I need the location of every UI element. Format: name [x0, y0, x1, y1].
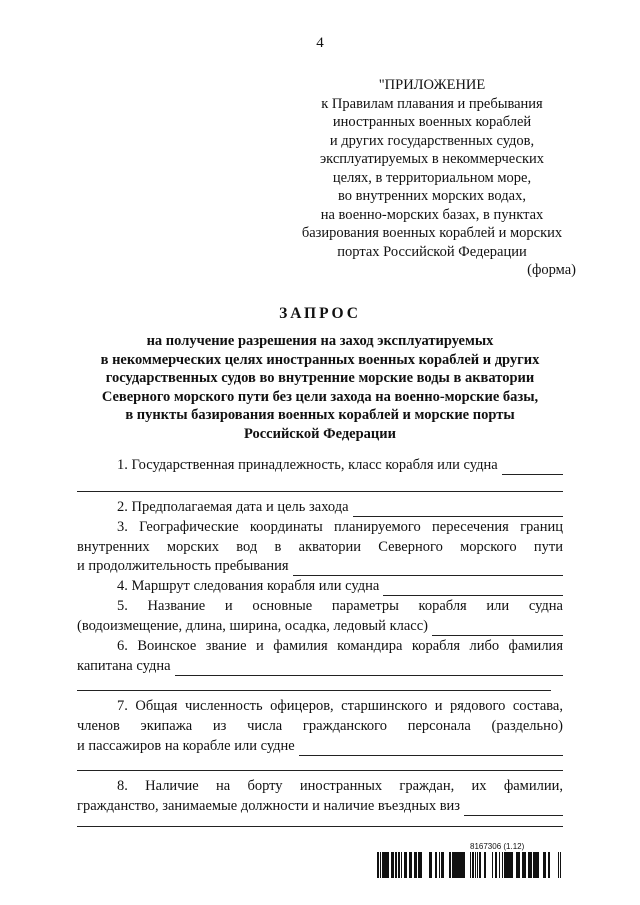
- appendix-line: эксплуатируемых в некоммерческих: [319, 151, 545, 167]
- barcode-bar: [509, 852, 510, 878]
- barcode-bar: [525, 852, 526, 878]
- barcode-bar: [410, 852, 411, 878]
- item-3-text-3: и продолжительность пребывания: [77, 558, 289, 574]
- barcode-bar: [492, 852, 493, 878]
- barcode-bar: [461, 852, 463, 878]
- item-5-line-2: [77, 616, 563, 636]
- barcode-bar: [545, 852, 546, 878]
- item-7-line-3: [77, 736, 563, 756]
- item-1-text: 1. Государственная принадлежность, класс корабля или судна: [117, 457, 498, 473]
- item-4-blank[interactable]: [383, 580, 563, 596]
- barcode-bar: [385, 852, 387, 878]
- barcode-bar: [508, 852, 509, 878]
- barcode-bar: [443, 852, 444, 878]
- appendix-line: на военно-морских базах, в пунктах: [320, 206, 544, 223]
- subtitle-line: государственных судов во внутренние морские воды в акватории: [105, 370, 535, 386]
- appendix-block: [262, 76, 602, 261]
- item-8-line-1: [77, 776, 563, 796]
- document-subtitle: [0, 332, 640, 443]
- barcode-bar: [391, 852, 392, 878]
- page-number: 4: [316, 35, 324, 51]
- appendix-line: и других государственных судов,: [329, 132, 535, 149]
- barcode-bar: [533, 852, 535, 878]
- item-5-text-1: 5. Название и основные параметры корабля или судна: [117, 598, 563, 614]
- item-7-line-2: [77, 716, 563, 736]
- item-2-text: 2. Предполагаемая дата и цель захода: [117, 499, 349, 515]
- item-4: [77, 576, 563, 596]
- barcode-bar: [450, 852, 451, 878]
- item-6-line-1: [77, 636, 563, 656]
- barcode-bar: [384, 852, 385, 878]
- item-3-text-2: внутренних морских вод в акватории Северного морского пути: [77, 539, 563, 555]
- barcode-bar: [388, 852, 389, 878]
- barcode-bar: [414, 852, 416, 878]
- barcode-bar: [398, 852, 399, 878]
- barcode-bar: [455, 852, 456, 878]
- barcode-bar: [523, 852, 524, 878]
- barcode-bar: [401, 852, 402, 878]
- barcode-bar: [470, 852, 471, 878]
- barcode-bar: [475, 852, 476, 878]
- barcode-bar: [456, 852, 457, 878]
- item-1-blank-line[interactable]: [77, 491, 563, 492]
- barcode-bar: [519, 852, 520, 878]
- barcode-bar: [495, 852, 497, 878]
- form-label: (форма): [527, 262, 576, 278]
- barcode-bar: [460, 852, 461, 878]
- item-4-text: 4. Маршрут следования корабля или судна: [117, 578, 380, 594]
- subtitle-line: Северного морского пути без цели захода на военно-морские базы,: [101, 388, 539, 405]
- item-1: [77, 455, 563, 475]
- barcode-label: 8167306 (1.12): [470, 842, 525, 851]
- appendix-line: к Правилам плавания и пребывания: [321, 95, 543, 112]
- barcode-bar: [516, 852, 517, 878]
- barcode-bar: [484, 852, 486, 878]
- item-7-line-1: [77, 696, 563, 716]
- item-7-text-1: 7. Общая численность офицеров, старшинского и рядового состава,: [117, 698, 563, 714]
- item-5-blank[interactable]: [432, 620, 563, 636]
- barcode-bar: [380, 852, 381, 878]
- barcode-bar: [382, 852, 384, 878]
- item-6-blank[interactable]: [175, 660, 563, 676]
- barcode-bar: [457, 852, 458, 878]
- barcode-bar: [395, 852, 397, 878]
- subtitle-line: Российской Федерации: [243, 425, 396, 442]
- barcode-bar: [536, 852, 537, 878]
- barcode-bar: [528, 852, 530, 878]
- barcode-bar: [392, 852, 394, 878]
- subtitle-line: в некоммерческих целях иностранных военных кораблей и других: [100, 351, 540, 368]
- barcode-bar: [479, 852, 481, 878]
- barcode-bar: [411, 852, 412, 878]
- barcode-bar: [435, 852, 436, 878]
- barcode-bar: [531, 852, 532, 878]
- appendix-line: "ПРИЛОЖЕНИЕ: [378, 77, 486, 93]
- barcode-bar: [560, 852, 561, 878]
- barcode-bar: [377, 852, 378, 878]
- appendix-line: во внутренних морских водах,: [338, 188, 526, 204]
- appendix-line: целях, в территориальном море,: [332, 169, 532, 186]
- barcode-bar: [405, 852, 407, 878]
- barcode-bar: [549, 852, 550, 878]
- barcode-bar: [449, 852, 450, 878]
- barcode-bar: [535, 852, 536, 878]
- barcode-bar: [458, 852, 460, 878]
- barcode-bar: [431, 852, 432, 878]
- appendix-line: базирования военных кораблей и морских: [301, 225, 563, 241]
- barcode-bar: [404, 852, 405, 878]
- barcode-bar: [464, 852, 465, 878]
- item-3-blank[interactable]: [293, 560, 563, 576]
- barcode-bar: [543, 852, 545, 878]
- item-3-line-3: [77, 556, 563, 576]
- document-title: ЗАПРОС: [279, 305, 361, 322]
- barcode-bar: [558, 852, 559, 878]
- barcode-bar: [502, 852, 503, 878]
- barcode-bar: [378, 852, 379, 878]
- barcode-bar: [517, 852, 519, 878]
- barcode-bar: [548, 852, 549, 878]
- barcode-bar: [512, 852, 513, 878]
- barcode-bar: [524, 852, 525, 878]
- barcode-bar: [472, 852, 473, 878]
- item-8-blank-line[interactable]: [77, 826, 563, 827]
- item-3-text-1: 3. Географические координаты планируемого пересечения границ: [117, 519, 563, 535]
- barcode-bar: [436, 852, 437, 878]
- barcode-bar: [530, 852, 531, 878]
- item-6-line-2: [77, 656, 563, 676]
- barcode-bar: [452, 852, 454, 878]
- appendix-line: иностранных военных кораблей: [332, 114, 532, 130]
- item-6-text-1: 6. Воинское звание и фамилия командира корабля либо фамилия: [117, 638, 563, 654]
- item-1-blank[interactable]: [502, 459, 563, 475]
- item-8-text-1: 8. Наличие на борту иностранных граждан, их фамилии,: [117, 778, 563, 794]
- barcode-bar: [510, 852, 512, 878]
- item-7-text-3: и пассажиров на корабле или судне: [77, 738, 295, 754]
- barcode: [376, 852, 563, 878]
- barcode-bar: [430, 852, 431, 878]
- barcode-bar: [387, 852, 388, 878]
- subtitle-line: в пункты базирования военных кораблей и морские порты: [125, 407, 515, 423]
- barcode-bar: [399, 852, 400, 878]
- subtitle-line: на получение разрешения на заход эксплуатируемых: [146, 333, 494, 349]
- item-6-text-2: капитана судна: [77, 658, 171, 674]
- item-7-blank[interactable]: [299, 740, 563, 756]
- barcode-bar: [499, 852, 500, 878]
- barcode-bar: [416, 852, 417, 878]
- barcode-bar: [429, 852, 430, 878]
- barcode-bar: [477, 852, 478, 878]
- barcode-bar: [439, 852, 440, 878]
- barcode-bar: [463, 852, 464, 878]
- item-2-blank[interactable]: [353, 501, 563, 517]
- item-3-line-1: [77, 517, 563, 537]
- barcode-bar: [419, 852, 420, 878]
- item-5-text-2: (водоизмещение, длина, ширина, осадка, ледовый класс): [77, 618, 428, 634]
- item-8-blank[interactable]: [464, 800, 563, 816]
- item-7-text-2: членов экипажа из числа гражданского персонала (раздельно): [77, 718, 563, 734]
- item-7-blank-line[interactable]: [77, 770, 563, 771]
- barcode-bar: [506, 852, 508, 878]
- item-8-line-2: [77, 796, 563, 816]
- barcode-bar: [504, 852, 506, 878]
- appendix-line: портах Российской Федерации: [337, 243, 527, 260]
- item-6-blank-line[interactable]: [77, 690, 551, 691]
- barcode-bar: [473, 852, 474, 878]
- barcode-bar: [537, 852, 539, 878]
- barcode-bar: [409, 852, 410, 878]
- barcode-bar: [441, 852, 443, 878]
- barcode-bar: [454, 852, 455, 878]
- item-5-line-1: [77, 596, 563, 616]
- barcode-bar: [420, 852, 422, 878]
- barcode-bar: [522, 852, 523, 878]
- item-8-text-2: гражданство, занимаемые должности и наличие въездных виз: [77, 798, 461, 814]
- item-3-line-2: [77, 537, 563, 557]
- item-2: [77, 497, 563, 517]
- barcode-bar: [418, 852, 419, 878]
